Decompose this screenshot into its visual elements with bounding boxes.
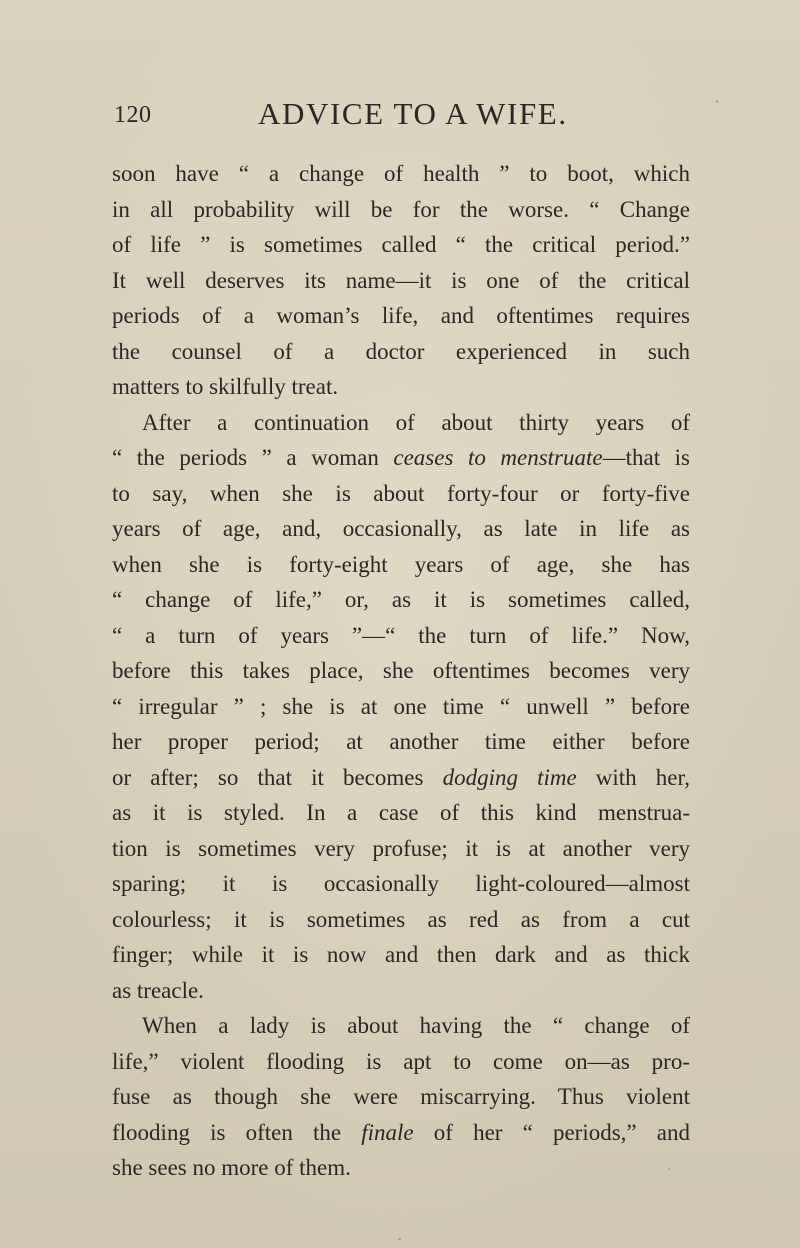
- text-line: When a lady is about having the “ change of: [142, 1013, 690, 1038]
- text-line: she sees no more of them.: [112, 1155, 351, 1180]
- text-line: when she is forty-eight years of age, she has: [112, 551, 690, 577]
- text-line: or after; so that it becomes dodging time with her,: [112, 764, 690, 790]
- running-title: ADVICE TO A WIFE.: [258, 96, 568, 131]
- text-line: “ a turn of years ”—“ the turn of life.” Now,: [112, 622, 690, 648]
- text-line: matters to skilfully treat.: [112, 374, 339, 399]
- text-line: life,” violent flooding is apt to come on—as pro-: [112, 1048, 690, 1074]
- text-line: as it is styled. In a case of this kind menstrua-: [112, 800, 690, 825]
- text-line: periods of a woman’s life, and oftentimes requires: [112, 303, 690, 328]
- text-line: as treacle.: [112, 977, 204, 1003]
- text-line: in all probability will be for the worse. “ Change: [112, 196, 690, 222]
- paper-speck: [668, 1168, 670, 1170]
- text-line: “ irregular ” ; she is at one time “ unwell ” before: [112, 693, 690, 719]
- text-line: colourless; it is sometimes as red as from a cut: [112, 906, 690, 932]
- text-line: her proper period; at another time either before: [112, 729, 690, 754]
- text-line: flooding is often the finale of her “ periods,” and: [112, 1119, 690, 1145]
- text-line: soon have “ a change of health ” to boot, which: [112, 161, 690, 186]
- paper-speck: [716, 100, 718, 103]
- text-line: tion is sometimes very profuse; it is at another very: [112, 835, 690, 861]
- text-line: the counsel of a doctor experienced in such: [112, 338, 690, 364]
- text-line: fuse as though she were miscarrying. Thus violent: [112, 1084, 690, 1109]
- body-text: [112, 156, 690, 1186]
- text-line: “ the periods ” a woman ceases to menstruate—that is: [112, 445, 690, 470]
- text-line: years of age, and, occasionally, as late in life as: [112, 516, 690, 541]
- text-line: sparing; it is occasionally light-coloured—almost: [112, 871, 690, 896]
- text-line: After a continuation of about thirty years of: [142, 409, 690, 435]
- text-line: It well deserves its name—it is one of the critical: [112, 267, 690, 293]
- page-number: 120: [114, 102, 152, 128]
- text-line: of life ” is sometimes called “ the critical period.”: [112, 232, 690, 257]
- text-line: “ change of life,” or, as it is sometimes called,: [112, 587, 690, 612]
- italic-phrase: dodging time: [442, 764, 577, 790]
- text-line: to say, when she is about forty-four or forty-five: [112, 480, 690, 506]
- text-line: before this takes place, she oftentimes becomes very: [112, 658, 690, 683]
- italic-phrase: ceases to menstruate: [393, 445, 603, 470]
- page-header: [0, 96, 800, 136]
- paper-speck: [398, 1238, 401, 1240]
- text-line: finger; while it is now and then dark and as thick: [112, 942, 690, 967]
- italic-phrase: finale: [361, 1119, 414, 1145]
